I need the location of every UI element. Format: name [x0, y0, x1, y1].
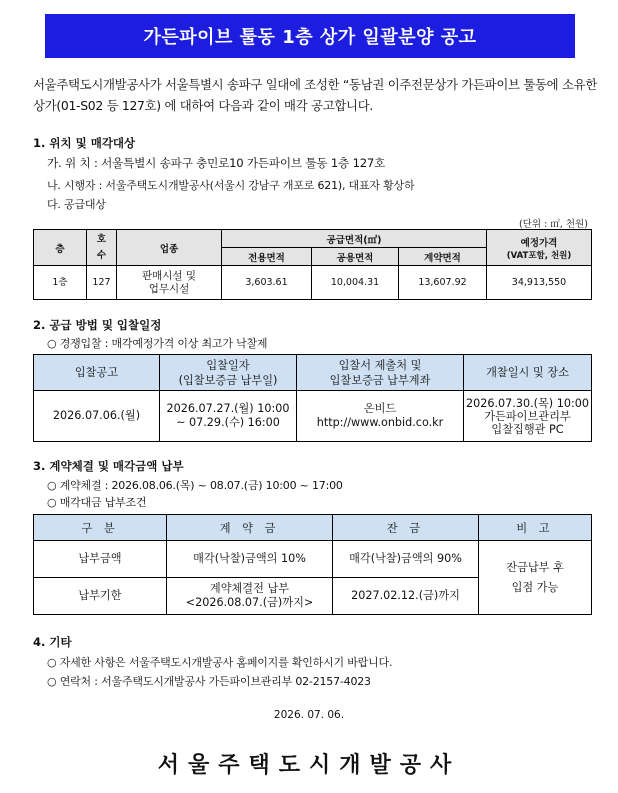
- section4-heading: 4. 기타: [33, 635, 72, 649]
- section2-heading: 2. 공급 방법 및 입찰일정: [33, 318, 162, 332]
- amount-label-cell: 납부금액: [34, 541, 167, 578]
- intro-paragraph: 서울주택도시개발공사가 서울특별시 송파구 일대에 조성한 “동남권 이주전문상가 가든파이브 툴동에 소유한 상가(01-S02 등 127호) 에 대하여 다음과 같이 매각 공고합니다.: [33, 77, 597, 113]
- table-row: [34, 391, 592, 442]
- note-cell: 잔금납부 후 입점 가능: [479, 541, 592, 615]
- supply-line: 다. 공급대상: [47, 198, 106, 211]
- use-cell: 판매시설 및 업무시설: [117, 266, 222, 300]
- col-deposit-header: 계 약 금: [167, 515, 333, 541]
- col-excl-header: 전용면적: [222, 248, 312, 266]
- agency-line: 나. 시행자 : 서울주택도시개발공사(서울시 강남구 개포로 621), 대표자 황상하: [47, 179, 415, 192]
- col-use-header: 업종: [117, 230, 222, 266]
- contract-area-cell: 13,607.92: [399, 266, 487, 300]
- col-note-header: 비 고: [479, 515, 592, 541]
- notice-title: 가든파이브 툴동 1층 상가 일괄분양 공고: [45, 14, 575, 58]
- common-area-cell: 10,004.31: [312, 266, 399, 300]
- col-common-header: 공용면적: [312, 248, 399, 266]
- price-cell: 34,913,550: [487, 266, 592, 300]
- supply-table: [33, 229, 592, 300]
- section1-heading: 1. 위치 및 매각대상: [33, 136, 136, 150]
- table-row: [34, 541, 592, 578]
- col-floor-header: 층: [34, 230, 87, 266]
- detail-line: ○ 자세한 사항은 서울주택도시개발공사 홈페이지를 확인하시기 바랍니다.: [47, 656, 393, 669]
- deadline-label-cell: 납부기한: [34, 578, 167, 615]
- excl-area-cell: 3,603.61: [222, 266, 312, 300]
- col-submit-header: 입찰서 제출처 및 입찰보증금 납부계좌: [297, 355, 464, 391]
- notice-date-cell: 2026.07.06.(월): [34, 391, 160, 442]
- bid-schedule-table: [33, 354, 592, 442]
- organization-name: 서울주택도시개발공사: [157, 753, 461, 778]
- col-units-header: 호 수: [87, 230, 117, 266]
- payment-table: [33, 514, 592, 615]
- col-area-header: 공급면적(㎡): [222, 230, 487, 248]
- floor-cell: 1층: [34, 266, 87, 300]
- col-notice-header: 입찰공고: [34, 355, 160, 391]
- location-line: 가. 위 치 : 서울특별시 송파구 충민로10 가든파이브 툴동 1층 127호: [47, 156, 386, 170]
- price-header-sub: (VAT포함, 천원): [506, 250, 572, 261]
- col-price-header: [487, 230, 592, 266]
- submit-cell: 온비드 http://www.onbid.co.kr: [297, 391, 464, 442]
- contract-line: ○ 계약체결 : 2026.08.06.(목) ~ 08.07.(금) 10:00 ~ 17:00: [47, 479, 343, 492]
- bid-date-cell: 2026.07.27.(월) 10:00 ~ 07.29.(수) 16:00: [160, 391, 297, 442]
- section3-heading: 3. 계약체결 및 매각금액 납부: [33, 459, 184, 473]
- deposit-amount-cell: 매각(낙찰)금액의 10%: [167, 541, 333, 578]
- notice-date: 2026. 07. 06.: [273, 709, 345, 721]
- col-category-header: 구 분: [34, 515, 167, 541]
- table-row: [34, 266, 592, 300]
- col-bid-date-header: 입찰일자 (입찰보증금 납부일): [160, 355, 297, 391]
- unit-note: (단위 : ㎡, 천원): [519, 219, 588, 230]
- contact-line: ○ 연락처 : 서울주택도시개발공사 가든파이브관리부 02-2157-4023: [47, 675, 371, 688]
- col-balance-header: 잔 금: [333, 515, 479, 541]
- col-open-header: 개찰일시 및 장소: [464, 355, 592, 391]
- open-cell: 2026.07.30.(목) 10:00 가든파이브관리부 입찰집행관 PC: [464, 391, 592, 442]
- deposit-deadline-cell: 계약체결전 납부 <2026.08.07.(금)까지>: [167, 578, 333, 615]
- col-contract-header: 계약면적: [399, 248, 487, 266]
- price-header-main: 예정가격: [520, 237, 558, 249]
- method-line: ○ 경쟁입찰 : 매각예정가격 이상 최고가 낙찰제: [47, 337, 268, 350]
- payment-line: ○ 매각대금 납부조건: [47, 496, 147, 509]
- units-cell: 127: [87, 266, 117, 300]
- balance-deadline-cell: 2027.02.12.(금)까지: [333, 578, 479, 615]
- balance-amount-cell: 매각(낙찰)금액의 90%: [333, 541, 479, 578]
